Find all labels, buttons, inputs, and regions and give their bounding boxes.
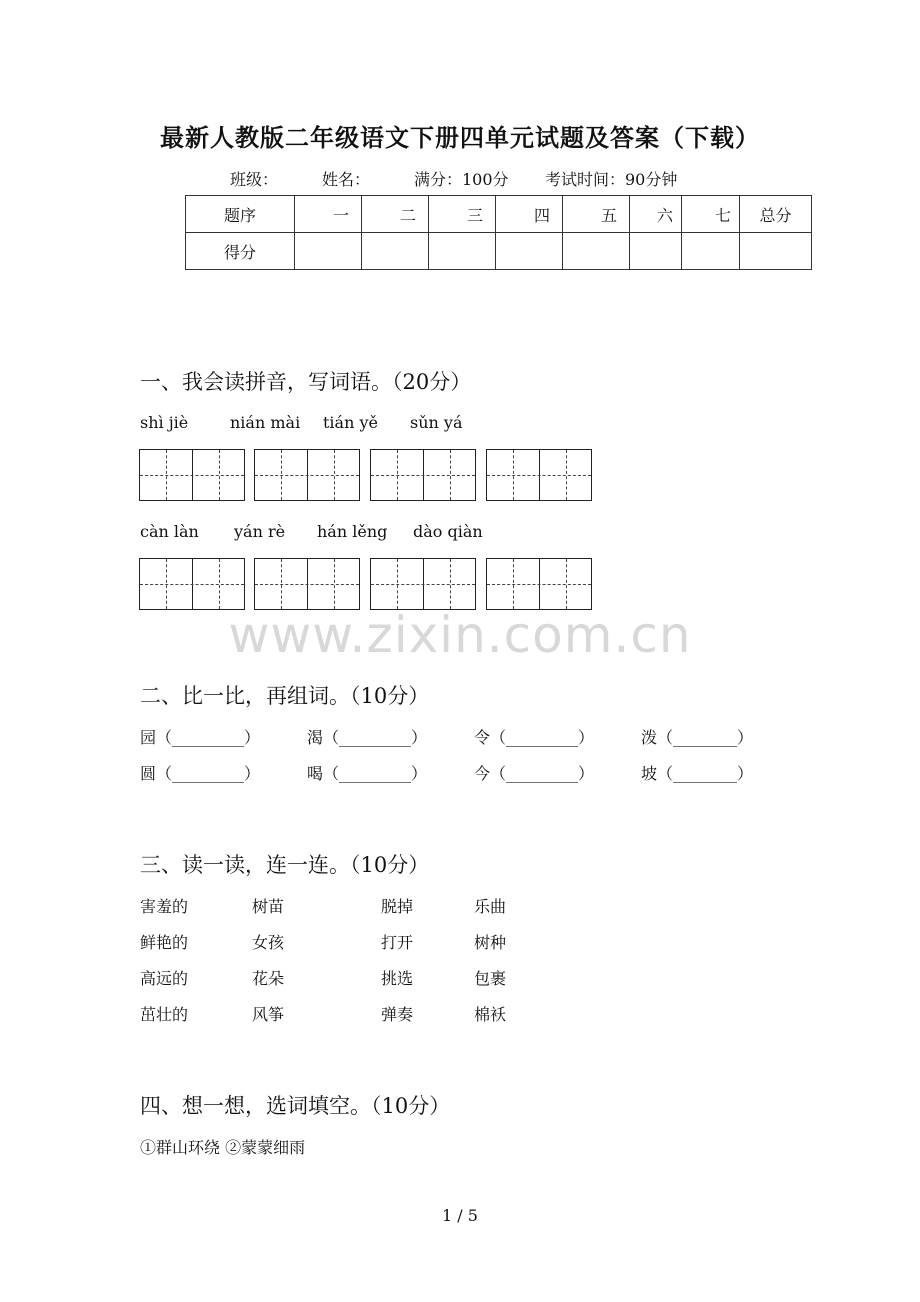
match-word: 挑选 <box>381 969 414 988</box>
section3-heading: 三、读一读，连一连。（10分） <box>140 853 430 877</box>
grid-line <box>255 475 359 476</box>
score-input-cell[interactable] <box>682 233 740 270</box>
score-table <box>185 195 812 270</box>
writing-grid[interactable] <box>139 558 245 610</box>
score-input-cell[interactable] <box>496 233 563 270</box>
full-score: 满分：100分 <box>414 170 509 189</box>
score-input-cell[interactable] <box>740 233 812 270</box>
word-pair-item: 泼（________） <box>641 728 754 747</box>
pinyin-label: shì jiè <box>140 413 189 432</box>
table-cell: 六 <box>630 196 682 233</box>
match-word: 树种 <box>474 933 507 952</box>
word-pair-item: 渴（_________） <box>307 728 428 747</box>
page-number: 1 / 5 <box>442 1206 478 1225</box>
match-word: 打开 <box>381 933 414 952</box>
section2-heading: 二、比一比，再组词。（10分） <box>140 684 430 708</box>
page-title: 最新人教版二年级语文下册四单元试题及答案（下载） <box>160 123 760 152</box>
match-word: 树苗 <box>252 897 285 916</box>
grid-line <box>140 475 244 476</box>
word-pair-item: 喝（_________） <box>307 764 428 783</box>
pinyin-label: dào qiàn <box>413 522 483 541</box>
match-word: 脱掉 <box>381 897 414 916</box>
name-label: 姓名： <box>322 170 371 189</box>
table-cell: 七 <box>682 196 740 233</box>
score-input-cell[interactable] <box>362 233 429 270</box>
writing-grid[interactable] <box>486 449 592 501</box>
grid-line <box>371 475 475 476</box>
table-cell: 三 <box>429 196 496 233</box>
grid-line <box>255 584 359 585</box>
pinyin-label: yán rè <box>234 522 286 541</box>
table-row <box>186 233 812 270</box>
match-word: 花朵 <box>252 969 285 988</box>
word-pair-item: 今（_________） <box>474 764 595 783</box>
match-word: 高远的 <box>140 969 189 988</box>
pinyin-label: nián mài <box>230 413 301 432</box>
pinyin-label: sǔn yá <box>410 413 463 432</box>
table-cell: 总分 <box>740 196 812 233</box>
pinyin-label: hán lěng <box>317 522 388 541</box>
writing-grid[interactable] <box>486 558 592 610</box>
class-label: 班级： <box>230 170 279 189</box>
table-row <box>186 196 812 233</box>
match-word: 风筝 <box>252 1005 285 1024</box>
grid-line <box>487 584 591 585</box>
table-cell: 题序 <box>186 196 295 233</box>
section1-heading: 一、我会读拼音，写词语。（20分） <box>140 370 472 394</box>
score-input-cell[interactable] <box>563 233 630 270</box>
table-cell: 二 <box>362 196 429 233</box>
grid-line <box>487 475 591 476</box>
writing-grid[interactable] <box>254 558 360 610</box>
match-word: 茁壮的 <box>140 1005 189 1024</box>
section4-heading: 四、想一想，选词填空。（10分） <box>140 1094 451 1118</box>
writing-grid[interactable] <box>254 449 360 501</box>
table-cell: 五 <box>563 196 630 233</box>
match-word: 包裹 <box>474 969 507 988</box>
score-input-cell[interactable] <box>429 233 496 270</box>
score-input-cell[interactable] <box>630 233 682 270</box>
word-pair-item: 坡（________） <box>641 764 754 783</box>
grid-line <box>371 584 475 585</box>
grid-line <box>140 584 244 585</box>
match-word: 弹奏 <box>381 1005 414 1024</box>
exam-time: 考试时间：90分钟 <box>545 170 678 189</box>
match-word: 棉袄 <box>474 1005 507 1024</box>
word-pair-item: 圆（_________） <box>140 764 261 783</box>
match-word: 害羞的 <box>140 897 189 916</box>
writing-grid[interactable] <box>139 449 245 501</box>
match-word: 女孩 <box>252 933 285 952</box>
word-options: ①群山环绕 ②蒙蒙细雨 <box>140 1138 306 1157</box>
pinyin-label: càn làn <box>140 522 199 541</box>
writing-grid[interactable] <box>370 449 476 501</box>
pinyin-label: tián yě <box>323 413 378 432</box>
table-cell: 四 <box>496 196 563 233</box>
writing-grid[interactable] <box>370 558 476 610</box>
word-pair-item: 令（_________） <box>474 728 595 747</box>
match-word: 乐曲 <box>474 897 507 916</box>
word-pair-item: 园（_________） <box>140 728 261 747</box>
table-cell: 一 <box>295 196 362 233</box>
watermark: www.zixin.com.cn <box>228 606 692 664</box>
table-cell: 得分 <box>186 233 295 270</box>
score-input-cell[interactable] <box>295 233 362 270</box>
match-word: 鲜艳的 <box>140 933 189 952</box>
